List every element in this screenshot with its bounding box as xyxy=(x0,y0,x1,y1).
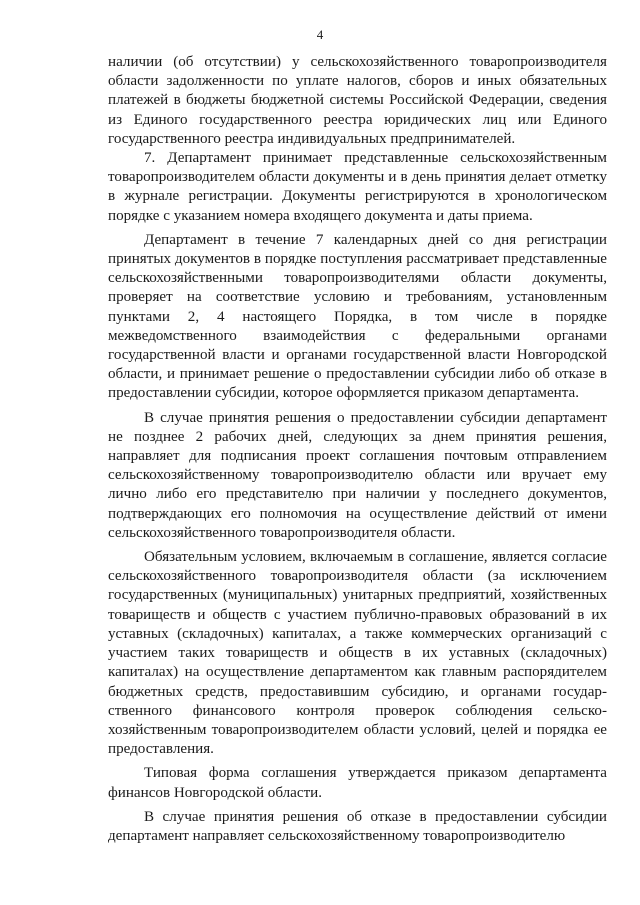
paragraph-item-7: 7. Департамент принимает представленные сельскохозяйственным товаропроизводителем области документы и в день принятия делает отметку в журнале регистрации. Документы регистрируются в хронологическом порядке с указанием номера входящего документа и даты приема. xyxy=(108,150,607,224)
page-number: 4 xyxy=(316,27,324,42)
paragraph-review: Департамент в течение 7 календарных дней со дня регистрации принятых документов в порядке поступления рассматривает представленные сельскохозяйственными товаропроизводителями области документы, проверяет на соответствие условию и требованиям, установленным пунктами 2, 4 настоящего Порядка, в том числе в порядке межведомственного взаимодействия с федеральными органами государственной власти и органами государственной власти Новгородской области, и принимает решение о предоставлении субсидии либо об отказе в предоставлении субсидии, которое оформляется приказом департамента. xyxy=(108,231,607,402)
paragraph-mandatory-condition: Обязательным условием, включаемым в соглашение, является согласие сельскохозяйственного товаропроизводителя области (за исключением государственных (муниципальных) унитарных предприятий, хозяйственных товариществ и обществ с участием публично-правовых образований в их уставных (складочных) капиталах, а также коммерческих организаций с участием таких товариществ и обществ в их уставных (складочных) капиталах) на осуществление департаментом как главным распорядителем бюджетных средств, предоставившим субсидию, и органами государственного финансового контроля проверок соблюдения сельскохозяйственным товаропроизводителем области условий, целей и порядка ее предоставления. xyxy=(108,549,607,758)
paragraph-agreement: В случае принятия решения о предоставлении субсидии департамент не позднее 2 рабочих дней, следующих за днем принятия решения, направляет для подписания проект соглашения почтовым отправлением сельскохозяйственному товаропроизводителю области или вручает ему лично либо его представителю при наличии у последнего документов, подтверждающих его полномочия на осуществление действий от имени сельскохозяйственного товаропроизводителя области. xyxy=(108,409,607,541)
paragraph-refusal: В случае принятия решения об отказе в предоставлении субсидии департамент направляет сельскохозяйственному товаропроизводителю xyxy=(108,808,607,844)
paragraph-continuation: наличии (об отсутствии) у сельскохозяйственного товаропроизводителя области задолженности по уплате налогов, сборов и иных обязательных платежей в бюджеты бюджетной системы Российской Федерации, сведения из Единого государственного реестра юридических лиц или Единого государственного реестра индивидуальных предпринимателей. xyxy=(108,54,607,147)
paragraph-typical-form: Типовая форма соглашения утверждается приказом департамента финансов Новгородской области. xyxy=(108,765,607,801)
document-body xyxy=(108,53,607,846)
